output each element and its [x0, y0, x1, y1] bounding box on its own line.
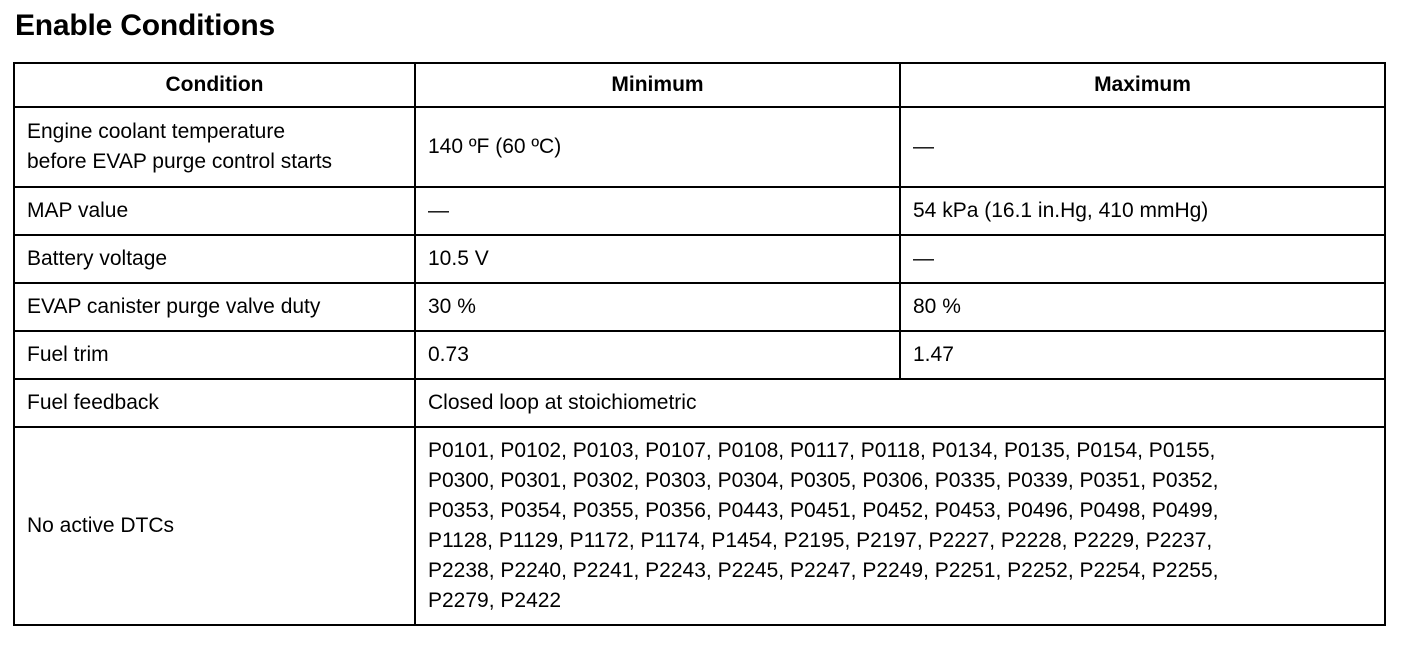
dtc-list-cell	[415, 427, 1385, 625]
table-row	[14, 107, 1385, 187]
dtc-line: P0353, P0354, P0355, P0356, P0443, P0451, P0452, P0453, P0496, P0498, P0499,	[428, 499, 1219, 522]
condition-cell: No active DTCs	[14, 427, 415, 625]
value-cell: Closed loop at stoichiometric	[415, 379, 1385, 427]
condition-line: before EVAP purge control starts	[27, 150, 333, 173]
minimum-cell: 10.5 V	[415, 235, 900, 283]
condition-cell: Battery voltage	[14, 235, 415, 283]
minimum-cell: —	[415, 187, 900, 235]
condition-cell: Fuel feedback	[14, 379, 415, 427]
header-minimum: Minimum	[415, 63, 900, 107]
condition-line: Engine coolant temperature	[27, 120, 285, 143]
maximum-cell: 80 %	[900, 283, 1385, 331]
table-row	[14, 187, 1385, 235]
table-row	[14, 235, 1385, 283]
dtc-line: P2238, P2240, P2241, P2243, P2245, P2247, P2249, P2251, P2252, P2254, P2255,	[428, 559, 1219, 582]
table-row	[14, 331, 1385, 379]
maximum-cell: —	[900, 107, 1385, 187]
condition-cell: MAP value	[14, 187, 415, 235]
maximum-cell: —	[900, 235, 1385, 283]
dtc-line: P2279, P2422	[428, 589, 562, 612]
condition-cell: EVAP canister purge valve duty	[14, 283, 415, 331]
table-row	[14, 379, 1385, 427]
table-row	[14, 283, 1385, 331]
maximum-cell: 1.47	[900, 331, 1385, 379]
condition-cell: Fuel trim	[14, 331, 415, 379]
condition-cell	[14, 107, 415, 187]
header-maximum: Maximum	[900, 63, 1385, 107]
header-condition: Condition	[14, 63, 415, 107]
dtc-line: P1128, P1129, P1172, P1174, P1454, P2195, P2197, P2227, P2228, P2229, P2237,	[428, 529, 1213, 552]
minimum-cell: 0.73	[415, 331, 900, 379]
table-header-row	[14, 63, 1385, 107]
page-title: Enable Conditions	[15, 9, 275, 42]
enable-conditions-table	[13, 62, 1386, 626]
dtc-line: P0300, P0301, P0302, P0303, P0304, P0305, P0306, P0335, P0339, P0351, P0352,	[428, 469, 1219, 492]
minimum-cell: 140 ºF (60 ºC)	[415, 107, 900, 187]
table-row	[14, 427, 1385, 625]
maximum-cell: 54 kPa (16.1 in.Hg, 410 mmHg)	[900, 187, 1385, 235]
minimum-cell: 30 %	[415, 283, 900, 331]
dtc-line: P0101, P0102, P0103, P0107, P0108, P0117, P0118, P0134, P0135, P0154, P0155,	[428, 439, 1216, 462]
